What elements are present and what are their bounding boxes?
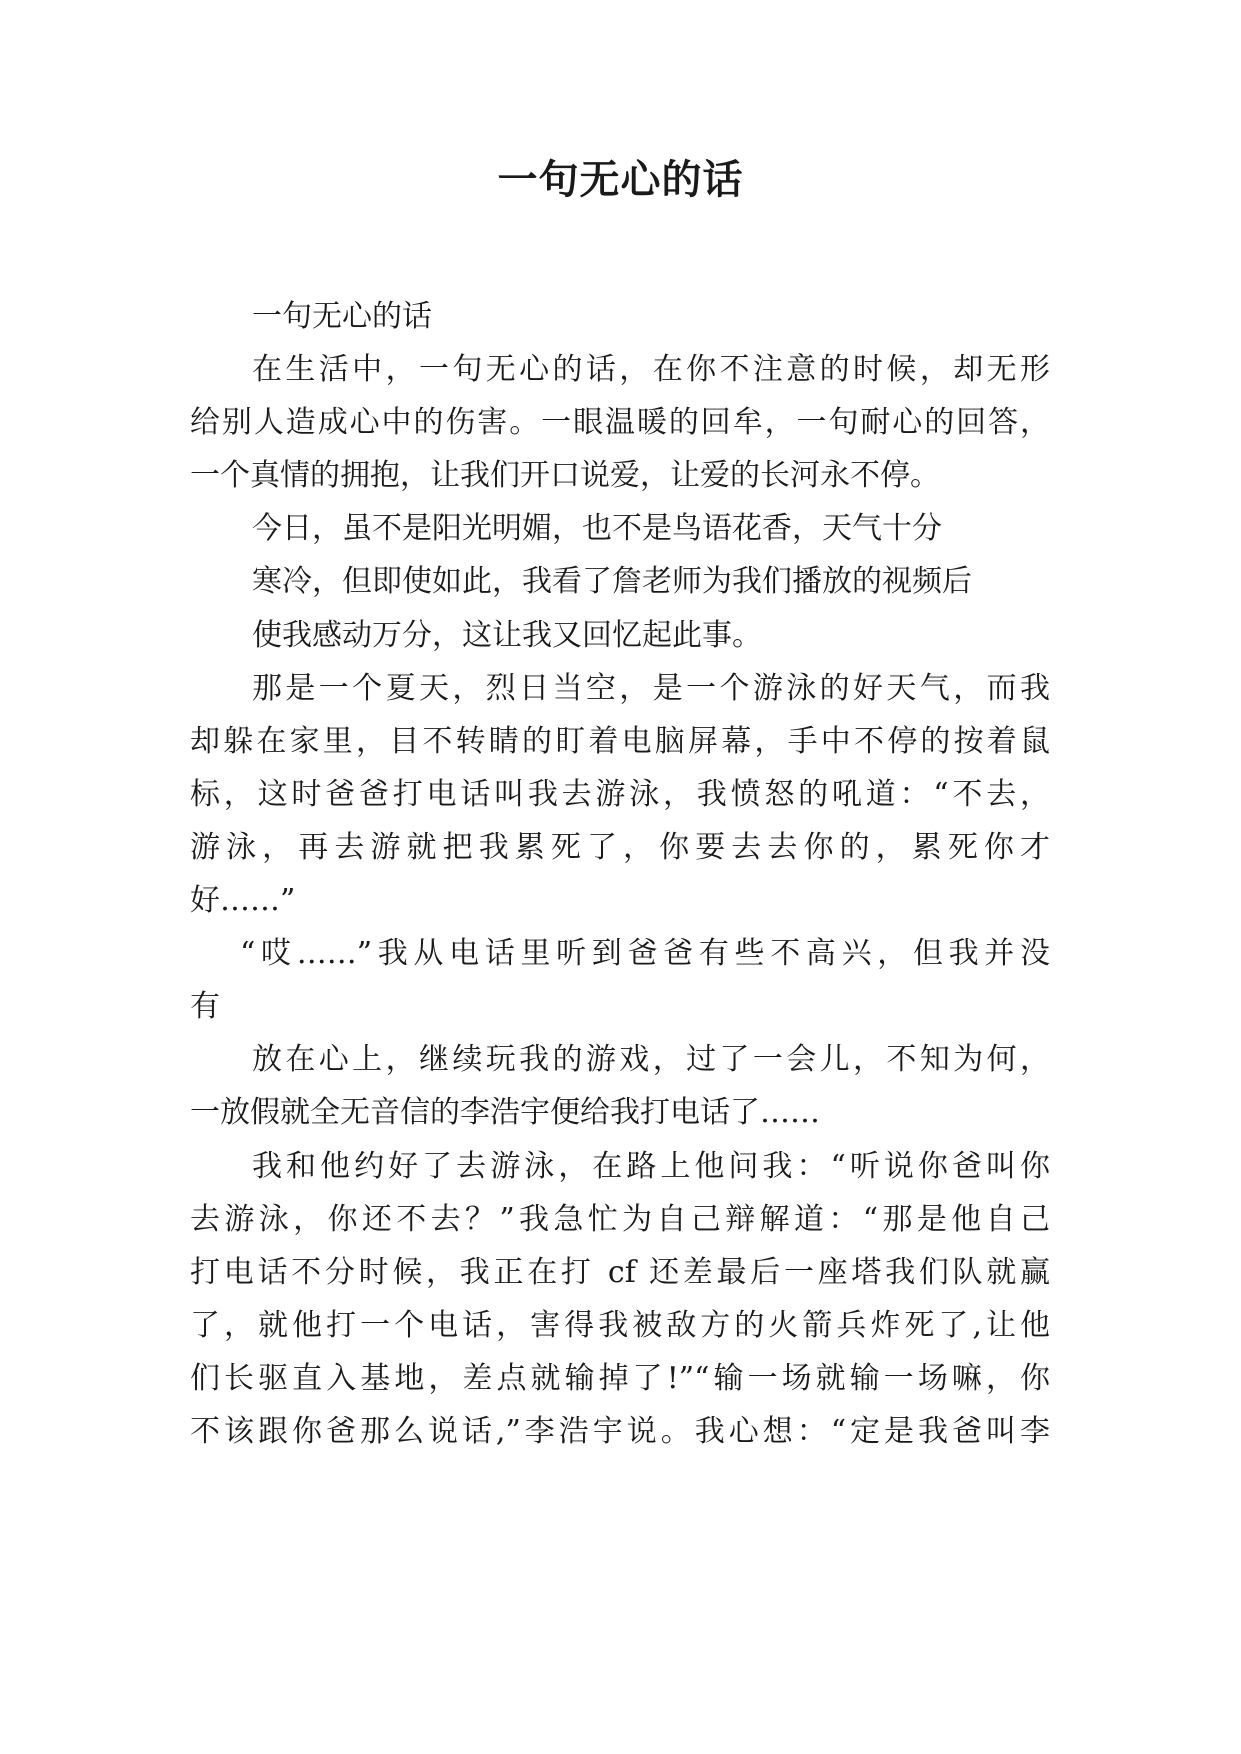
text-line: 游泳，再去游就把我累死了，你要去去你的，累死你才 [190, 829, 1050, 865]
text-line: 好……” [190, 883, 296, 919]
text-line: 使我感动万分，这让我又回忆起此事。 [252, 617, 762, 653]
text-line: 不该跟你爸那么说话,”李浩宇说。我心想：“定是我爸叫李 [190, 1413, 1050, 1449]
text-line: 我和他约好了去游泳，在路上他问我：“听说你爸叫你 [252, 1148, 1050, 1184]
text-line: 标，这时爸爸打电话叫我去游泳，我愤怒的吼道：“不去， [190, 776, 1050, 812]
text-line: 打电话不分时候，我正在打 cf 还差最后一座塔我们队就赢 [190, 1254, 1050, 1290]
document-body [190, 290, 1050, 1458]
document-title: 一句无心的话 [497, 157, 744, 203]
text-line: 一个真情的拥抱，让我们开口说爱，让爱的长河永不停。 [190, 458, 940, 494]
text-line: 却躲在家里，目不转睛的盯着电脑屏幕，手中不停的按着鼠 [190, 723, 1050, 759]
text-line: 寒冷，但即使如此，我看了詹老师为我们播放的视频后 [252, 564, 972, 600]
text-line: 那是一个夏天，烈日当空，是一个游泳的好天气，而我 [252, 670, 1050, 706]
text-line: 去游泳，你还不去？”我急忙为自己辩解道：“那是他自己 [190, 1201, 1050, 1237]
text-line: 了，就他打一个电话，害得我被敌方的火箭兵炸死了,让他 [190, 1307, 1050, 1343]
text-line: 们长驱直入基地，差点就输掉了!”“输一场就输一场嘛，你 [190, 1360, 1050, 1396]
text-line: 在生活中，一句无心的话，在你不注意的时候，却无形 [252, 352, 1050, 388]
text-line: 今日，虽不是阳光明媚，也不是鸟语花香，天气十分 [252, 511, 942, 547]
text-line: 一句无心的话 [252, 299, 432, 334]
text-line: 一放假就全无音信的李浩宇便给我打电话了…… [190, 1095, 820, 1131]
text-line: 放在心上，继续玩我的游戏，过了一会儿，不知为何， [252, 1042, 1050, 1078]
text-line: 有 [190, 989, 220, 1025]
text-line: 给别人造成心中的伤害。一眼温暖的回牟，一句耐心的回答， [190, 405, 1050, 441]
text-line: “哎……”我从电话里听到爸爸有些不高兴，但我并没 [240, 936, 1050, 972]
